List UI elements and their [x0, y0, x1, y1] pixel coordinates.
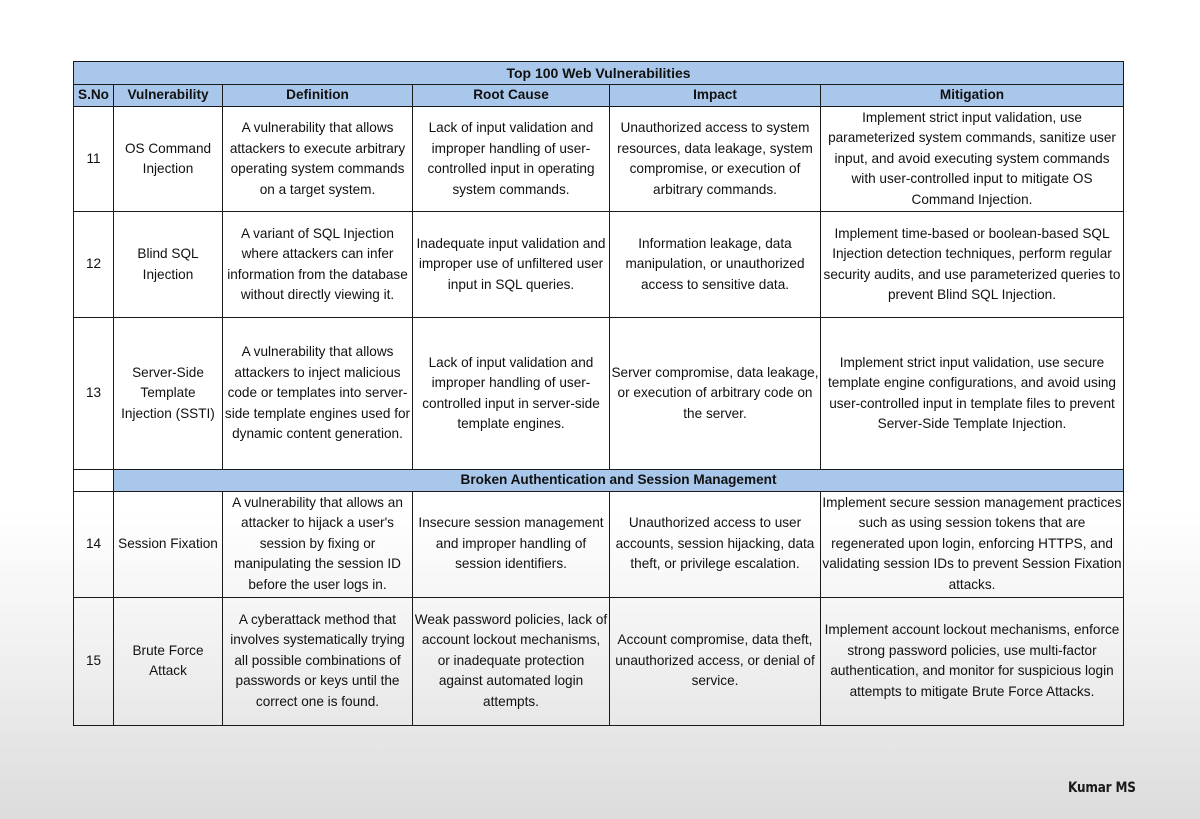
section-blank-cell — [74, 470, 114, 492]
cell-sno: 11 — [74, 107, 114, 212]
cell-definition: A variant of SQL Injection where attackers can infer information from the database without directly viewing it. — [223, 212, 413, 318]
cell-mitigation: Implement time-based or boolean-based SQL Injection detection techniques, perform regular security audits, and use parameterized queries to prevent Blind SQL Injection. — [821, 212, 1124, 318]
header-mitigation: Mitigation — [821, 85, 1124, 107]
cell-impact: Unauthorized access to system resources, data leakage, system compromise, or execution of arbitrary commands. — [610, 107, 821, 212]
table-row — [74, 212, 1124, 318]
cell-root-cause: Weak password policies, lack of account lockout mechanisms, or inadequate protection against automated login attempts. — [413, 597, 610, 725]
cell-sno: 13 — [74, 318, 114, 470]
header-vulnerability: Vulnerability — [114, 85, 223, 107]
cell-mitigation: Implement account lockout mechanisms, enforce strong password policies, use multi-factor authentication, and monitor for suspicious login attempts to mitigate Brute Force Attacks. — [821, 597, 1124, 725]
table-row — [74, 107, 1124, 212]
cell-sno: 14 — [74, 491, 114, 597]
cell-root-cause: Lack of input validation and improper handling of user-controlled input in server-side template engines. — [413, 318, 610, 470]
cell-definition: A vulnerability that allows attackers to execute arbitrary operating system commands on a target system. — [223, 107, 413, 212]
table-row — [74, 491, 1124, 597]
cell-root-cause: Lack of input validation and improper handling of user-controlled input in operating system commands. — [413, 107, 610, 212]
vulnerability-table — [73, 61, 1124, 726]
table-row — [74, 318, 1124, 470]
header-impact: Impact — [610, 85, 821, 107]
cell-vulnerability: OS Command Injection — [114, 107, 223, 212]
section-row — [74, 470, 1124, 492]
cell-impact: Information leakage, data manipulation, or unauthorized access to sensitive data. — [610, 212, 821, 318]
cell-sno: 15 — [74, 597, 114, 725]
cell-root-cause: Insecure session management and improper handling of session identifiers. — [413, 491, 610, 597]
cell-vulnerability: Server-Side Template Injection (SSTI) — [114, 318, 223, 470]
table-header-row — [74, 85, 1124, 107]
cell-sno: 12 — [74, 212, 114, 318]
header-sno: S.No — [74, 85, 114, 107]
cell-vulnerability: Blind SQL Injection — [114, 212, 223, 318]
cell-vulnerability: Session Fixation — [114, 491, 223, 597]
header-root-cause: Root Cause — [413, 85, 610, 107]
cell-vulnerability: Brute Force Attack — [114, 597, 223, 725]
cell-impact: Unauthorized access to user accounts, session hijacking, data theft, or privilege escalation. — [610, 491, 821, 597]
header-definition: Definition — [223, 85, 413, 107]
cell-definition: A vulnerability that allows attackers to inject malicious code or templates into server-side template engines used for dynamic content generation. — [223, 318, 413, 470]
section-title: Broken Authentication and Session Management — [114, 470, 1124, 492]
cell-root-cause: Inadequate input validation and improper use of unfiltered user input in SQL queries. — [413, 212, 610, 318]
cell-impact: Server compromise, data leakage, or execution of arbitrary code on the server. — [610, 318, 821, 470]
table-row — [74, 597, 1124, 725]
cell-definition: A vulnerability that allows an attacker to hijack a user's session by fixing or manipulating the session ID before the user logs in. — [223, 491, 413, 597]
cell-impact: Account compromise, data theft, unauthorized access, or denial of service. — [610, 597, 821, 725]
table-title: Top 100 Web Vulnerabilities — [74, 62, 1124, 85]
table-title-row — [74, 62, 1124, 85]
cell-definition: A cyberattack method that involves systematically trying all possible combinations of passwords or keys until the correct one is found. — [223, 597, 413, 725]
author-watermark: Kumar MS — [1068, 780, 1136, 796]
cell-mitigation: Implement secure session management practices such as using session tokens that are regenerated upon login, enforcing HTTPS, and validating session IDs to prevent Session Fixation attacks. — [821, 491, 1124, 597]
cell-mitigation: Implement strict input validation, use secure template engine configurations, and avoid using user-controlled input in template files to prevent Server-Side Template Injection. — [821, 318, 1124, 470]
cell-mitigation: Implement strict input validation, use parameterized system commands, sanitize user input, and avoid executing system commands with user-controlled input to mitigate OS Command Injection. — [821, 107, 1124, 212]
